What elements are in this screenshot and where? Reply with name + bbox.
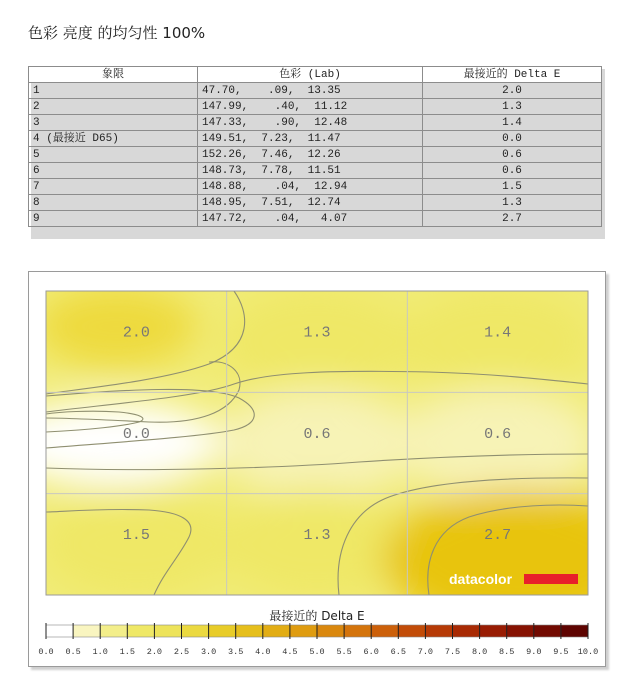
heat-cell: [35, 286, 198, 367]
colorbar-segment: [507, 625, 535, 637]
cell-quadrant: 4 (最接近 D65): [29, 131, 198, 147]
heatmap-value-label: 1.4: [484, 324, 512, 342]
colorbar-segment: [371, 625, 399, 637]
colorbar-tick-label: 9.0: [526, 647, 542, 657]
colorbar-tick-label: 0.5: [65, 647, 81, 657]
colorbar-segment: [73, 625, 101, 637]
colorbar-segment: [209, 625, 237, 637]
cell-delta-e: 1.5: [423, 179, 602, 195]
colorbar-segment: [561, 625, 589, 637]
heatmap-value-label: 1.3: [303, 324, 331, 342]
header-lab: 色彩 (Lab): [198, 67, 423, 83]
colorbar-segment: [154, 625, 182, 637]
cell-quadrant: 6: [29, 163, 198, 179]
cell-lab: 148.88, .04, 12.94: [198, 179, 423, 195]
cell-delta-e: 2.7: [423, 211, 602, 227]
colorbar-segment: [182, 625, 210, 637]
colorbar-tick-label: 1.5: [119, 647, 135, 657]
cell-delta-e: 2.0: [423, 83, 602, 99]
heatmap-value-label: 0.6: [303, 425, 331, 443]
heatmap-value-label: 1.3: [303, 527, 331, 545]
cell-lab: 147.33, .90, 12.48: [198, 115, 423, 131]
table-row: [29, 147, 602, 163]
colorbar-tick-label: 7.0: [417, 647, 434, 657]
page-title: 色彩 亮度 的均匀性 100%: [28, 24, 206, 42]
colorbar-tick-label: 0.0: [38, 647, 54, 657]
heatmap-value-label: 0.0: [122, 425, 150, 443]
heatmap-value-label: 0.6: [484, 425, 512, 443]
cell-quadrant: 3: [29, 115, 198, 131]
cell-quadrant: 5: [29, 147, 198, 163]
colorbar-segment: [534, 625, 562, 637]
colorbar-tick-label: 8.0: [471, 647, 488, 657]
colorbar-segment: [453, 625, 481, 637]
colorbar-segment: [236, 625, 264, 637]
uniformity-chart: [29, 272, 605, 666]
colorbar-label: 最接近的 Delta E: [269, 609, 365, 623]
table-row: [29, 115, 602, 131]
colorbar-tick-label: 1.0: [92, 647, 108, 657]
chart-panel: [28, 271, 606, 667]
colorbar-segment: [127, 625, 155, 637]
cell-delta-e: 0.6: [423, 163, 602, 179]
colorbar-tick-label: 7.5: [444, 647, 461, 657]
cell-quadrant: 9: [29, 211, 198, 227]
colorbar-tick-label: 9.5: [553, 647, 569, 657]
colorbar-tick-label: 10.0: [577, 647, 599, 657]
cell-delta-e: 0.6: [423, 147, 602, 163]
table-row: [29, 179, 602, 195]
cell-quadrant: 8: [29, 195, 198, 211]
cell-lab: 148.95, 7.51, 12.74: [198, 195, 423, 211]
colorbar-tick-label: 5.5: [336, 647, 352, 657]
colorbar-tick-label: 5.0: [309, 647, 325, 657]
colorbar-tick-label: 4.0: [255, 647, 271, 657]
table-row: [29, 163, 602, 179]
heat-cell: [37, 489, 236, 600]
cell-delta-e: 0.0: [423, 131, 602, 147]
heatmap-value-label: 2.7: [484, 527, 512, 545]
colorbar-segment: [344, 625, 372, 637]
colorbar-tick-label: 2.5: [173, 647, 190, 657]
colorbar-tick-label: 6.0: [363, 647, 379, 657]
cell-delta-e: 1.3: [423, 195, 602, 211]
cell-quadrant: 2: [29, 99, 198, 115]
cell-lab: 47.70, .09, 13.35: [198, 83, 423, 99]
logo-text: datacolor: [449, 571, 513, 587]
cell-quadrant: 1: [29, 83, 198, 99]
cell-lab: 149.51, 7.23, 11.47: [198, 131, 423, 147]
colorbar-tick-label: 2.0: [146, 647, 163, 657]
colorbar-tick-label: 8.5: [499, 647, 515, 657]
cell-delta-e: 1.4: [423, 115, 602, 131]
cell-quadrant: 7: [29, 179, 198, 195]
cell-lab: 152.26, 7.46, 12.26: [198, 147, 423, 163]
colorbar-segment: [263, 625, 291, 637]
table-body: [29, 83, 602, 227]
table-header-row: [29, 67, 602, 83]
cell-lab: 147.99, .40, 11.12: [198, 99, 423, 115]
table-row: [29, 195, 602, 211]
heat-cell: [398, 286, 597, 397]
logo-bar: [524, 574, 578, 584]
colorbar-segment: [290, 625, 318, 637]
colorbar-tick-label: 4.5: [282, 647, 298, 657]
cell-lab: 147.72, .04, 4.07: [198, 211, 423, 227]
cell-lab: 148.73, 7.78, 11.51: [198, 163, 423, 179]
heatmap-value-label: 1.5: [122, 527, 150, 545]
colorbar-segment: [100, 625, 128, 637]
colorbar-tick-label: 6.5: [390, 647, 406, 657]
colorbar-segment: [46, 625, 74, 637]
table-row: [29, 83, 602, 99]
table-row: [29, 211, 602, 227]
heat-cell: [398, 387, 597, 498]
header-delta-e: 最接近的 Delta E: [423, 67, 602, 83]
colorbar-segment: [398, 625, 426, 637]
header-quadrant: 象限: [29, 67, 198, 83]
lab-table: [28, 66, 602, 227]
heatmap-value-label: 2.0: [122, 324, 150, 342]
colorbar-segment: [480, 625, 508, 637]
table-row: [29, 131, 602, 147]
table-row: [29, 99, 602, 115]
colorbar-tick-label: 3.0: [200, 647, 217, 657]
colorbar-segment: [317, 625, 345, 637]
colorbar-tick-label: 3.5: [228, 647, 244, 657]
cell-delta-e: 1.3: [423, 99, 602, 115]
colorbar-segment: [425, 625, 453, 637]
colorbar: [38, 623, 598, 657]
